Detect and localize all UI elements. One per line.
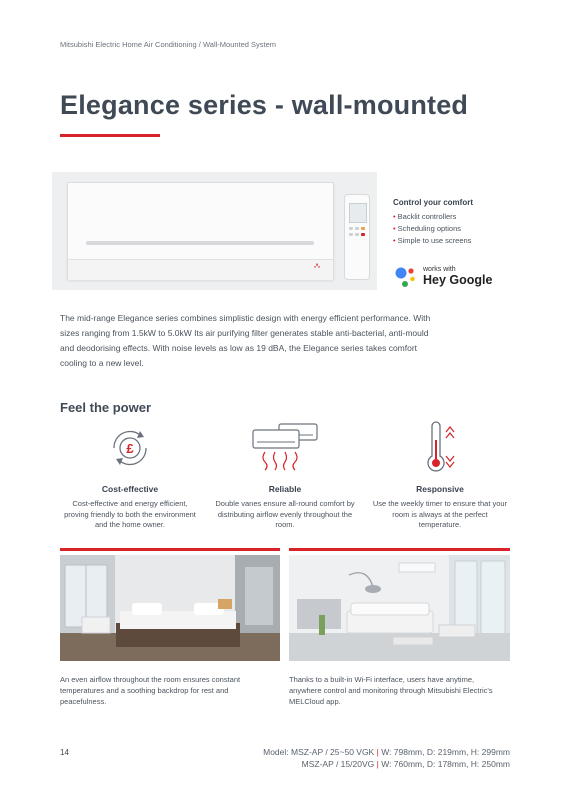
google-big-text: Hey Google [423,273,493,287]
feature-title: Reliable [268,484,302,494]
living-room-photo [289,555,510,661]
feature-title: Cost-effective [101,484,159,494]
intro-paragraph: The mid-range Elegance series combines simplistic design with energy efficient performance. With sizes ranging from 1.5kW to 5.0kW Its air purifying filter generates stable anti-bacterial, anti-mould and deodorising effects. With noise levels as low as 19 dBA, the Elegance series takes comfort cooling to a new level. [60,313,431,368]
breadcrumb: Mitsubishi Electric Home Air Conditioning / Wall-Mounted System [60,40,277,49]
air-conditioner-unit [67,182,334,280]
living-room-illustration [289,555,510,661]
model-specs [263,746,510,770]
photo-divider-left [60,548,280,551]
google-small-text: works with [423,266,456,273]
feature-desc: Double vanes ensure all-round comfort by distributing airflow evenly throughout the room. [215,499,355,529]
model-separator: | [376,747,379,757]
feel-heading: Feel the power [60,400,152,415]
model-separator: | [376,759,379,769]
model-dimensions: W: 760mm, D: 178mm, H: 250mm [381,759,510,769]
feature-desc: Use the weekly timer to ensure that your room is always at the perfect temperature. [372,499,508,529]
remote-button [355,227,359,230]
google-assistant-icon [393,264,419,290]
bedroom-photo [60,555,280,661]
model-dimensions: W: 798mm, D: 219mm, H: 299mm [381,747,510,757]
comfort-list [393,211,473,247]
bedroom-caption: An even airflow throughout the room ensures constant temperatures and a soothing backdrop for rest and peacefulness. [60,675,241,706]
ac-vent [86,241,314,245]
bedroom-illustration [60,555,280,661]
model-line-1 [263,746,510,758]
comfort-item: • Scheduling options [393,223,473,235]
mitsubishi-logo-icon [313,263,321,269]
google-badge [393,262,503,290]
feature-cost-effective [60,418,200,531]
feature-desc: Cost-effective and energy efficient, proving friendly to both the environment and the home owner. [64,499,196,529]
page-number: 14 [60,748,69,757]
remote-controller [344,194,370,280]
model-name: Model: MSZ-AP / 25~50 VGK [263,747,375,757]
features-row [60,418,510,538]
svg-text:£: £ [126,441,134,456]
comfort-item: • Backlit controllers [393,211,473,223]
comfort-panel [393,198,473,247]
thermometer-icon [410,418,470,478]
photo-divider-right [289,548,510,551]
remote-button [349,233,353,236]
model-name: MSZ-AP / 15/20VG [301,759,375,769]
comfort-item: • Simple to use screens [393,235,473,247]
ac-flap [68,259,333,280]
comfort-heading: Control your comfort [393,198,473,207]
air-conditioner-airflow-icon [245,418,325,478]
product-image [52,172,377,290]
feature-reliable [215,418,355,531]
pound-cycle-icon [100,418,160,478]
remote-button [361,233,365,236]
remote-button [349,227,353,230]
page-title: Elegance series - wall-mounted [60,90,469,120]
title-underline [60,134,160,137]
remote-button [361,227,365,230]
feature-responsive [370,418,510,531]
remote-button [355,233,359,236]
remote-screen [349,203,367,223]
model-line-2 [263,758,510,770]
feature-title: Responsive [416,484,464,494]
living-room-caption: Thanks to a built-in Wi-Fi interface, users have anytime, anywhere control and monitoring through Mitsubishi Electric's MELCloud app. [289,675,493,706]
